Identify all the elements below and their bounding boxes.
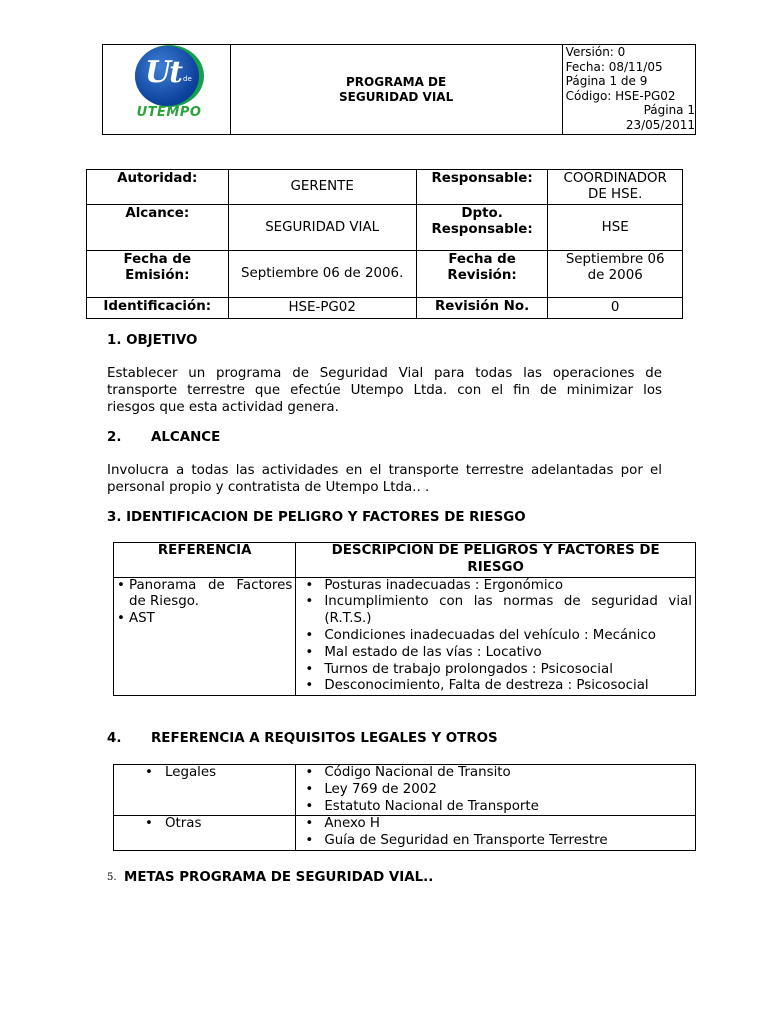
legal-label-cell (114, 765, 296, 816)
section-3-heading: 3. IDENTIFICACION DE PELIGRO Y FACTORES DE RIESGO (107, 510, 526, 525)
section-2-text: Involucra a todas las actividades en el transporte terrestre adelantadas por el personal propio y contratista de Utempo Ltda.. . (107, 463, 662, 495)
responsible-label: Responsable: (416, 170, 548, 205)
scope-value: SEGURIDAD VIAL (228, 205, 416, 251)
issue-date-value: Septiembre 06 de 2006. (228, 251, 416, 298)
identification-label: Identificación: (87, 298, 229, 319)
responsible-value: COORDINADOR DE HSE. (548, 170, 683, 205)
revision-date-value: Septiembre 06 de 2006 (548, 251, 683, 298)
other-label-cell (114, 816, 296, 851)
list-item: • AST (117, 611, 292, 628)
logo-monogram: Ut (145, 55, 182, 90)
scope-label: Alcance: (87, 205, 229, 251)
list-item: • Desconocimiento, Falta de destreza : Psicosocial (299, 678, 692, 695)
section-1-heading: 1. OBJETIVO (107, 333, 198, 348)
list-item: • Estatuto Nacional de Transporte (299, 799, 692, 816)
authority-label: Autoridad: (87, 170, 229, 205)
revision-date-label: Fecha de Revisión: (416, 251, 548, 298)
logo-cell (103, 45, 231, 135)
section-1-text: Establecer un programa de Seguridad Vial para todas las operaciones de transporte terrestre que efectúe Utempo Ltda. con el fin de minimizar los riesgos que esta actividad genera. (107, 366, 662, 415)
document-info-table (86, 169, 683, 319)
section-2-heading: ALCANCE (151, 430, 221, 445)
reference-cell (114, 577, 296, 696)
logo-small-text: de (183, 75, 192, 83)
authority-value: GERENTE (228, 170, 416, 205)
list-item: • Mal estado de las vías : Locativo (299, 645, 692, 662)
list-item: • Turnos de trabajo prolongados : Psicosocial (299, 662, 692, 679)
description-cell (296, 577, 696, 696)
list-item: • Código Nacional de Transito (299, 765, 692, 782)
hazards-table (113, 542, 696, 696)
logo-wordmark: UTEMPO (136, 105, 202, 120)
document-title (230, 45, 562, 135)
section-5-heading: METAS PROGRAMA DE SEGURIDAD VIAL.. (124, 870, 434, 885)
title-line-1: PROGRAMA DE (346, 74, 447, 89)
meta-code: Código: HSE-PG02 (565, 88, 676, 103)
section-4-heading: REFERENCIA A REQUISITOS LEGALES Y OTROS (151, 731, 498, 746)
meta-page-2: Página 1 (643, 103, 695, 118)
list-item: • Guía de Seguridad en Transporte Terrestre (299, 833, 692, 850)
document-header (102, 44, 696, 135)
meta-date: Fecha: 08/11/05 (565, 59, 663, 74)
department-label: Dpto. Responsable: (416, 205, 548, 251)
document-meta (562, 45, 695, 135)
list-item: • Legales (117, 765, 292, 782)
utempo-logo (131, 45, 211, 125)
list-item: • Anexo H (299, 816, 692, 833)
reference-header: REFERENCIA (114, 543, 296, 578)
meta-page: Página 1 de 9 (565, 74, 648, 89)
other-items-cell (296, 816, 696, 851)
issue-date-label: Fecha de Emisión: (87, 251, 229, 298)
list-item: • Condiciones inadecuadas del vehículo : Mecánico (299, 628, 692, 645)
legal-requirements-table (113, 764, 696, 851)
list-item: • Incumplimiento con las normas de seguridad vial (R.T.S.) (299, 594, 692, 628)
section-5-number: 5. (107, 872, 117, 883)
meta-date-2: 23/05/2011 (625, 117, 695, 132)
list-item: • Ley 769 de 2002 (299, 782, 692, 799)
title-line-2: SEGURIDAD VIAL (339, 89, 454, 104)
legal-items-cell (296, 765, 696, 816)
revision-number-label: Revisión No. (416, 298, 548, 319)
department-value: HSE (548, 205, 683, 251)
section-2-number: 2. (107, 430, 122, 445)
revision-number-value: 0 (548, 298, 683, 319)
list-item: • Panorama de Factores de Riesgo. (117, 578, 292, 612)
section-4-number: 4. (107, 731, 122, 746)
list-item: • Posturas inadecuadas : Ergonómico (299, 578, 692, 595)
meta-version: Versión: 0 (565, 45, 626, 59)
identification-value: HSE-PG02 (228, 298, 416, 319)
description-header: DESCRIPCION DE PELIGROS Y FACTORES DE RIESGO (296, 543, 696, 578)
list-item: • Otras (117, 816, 292, 833)
